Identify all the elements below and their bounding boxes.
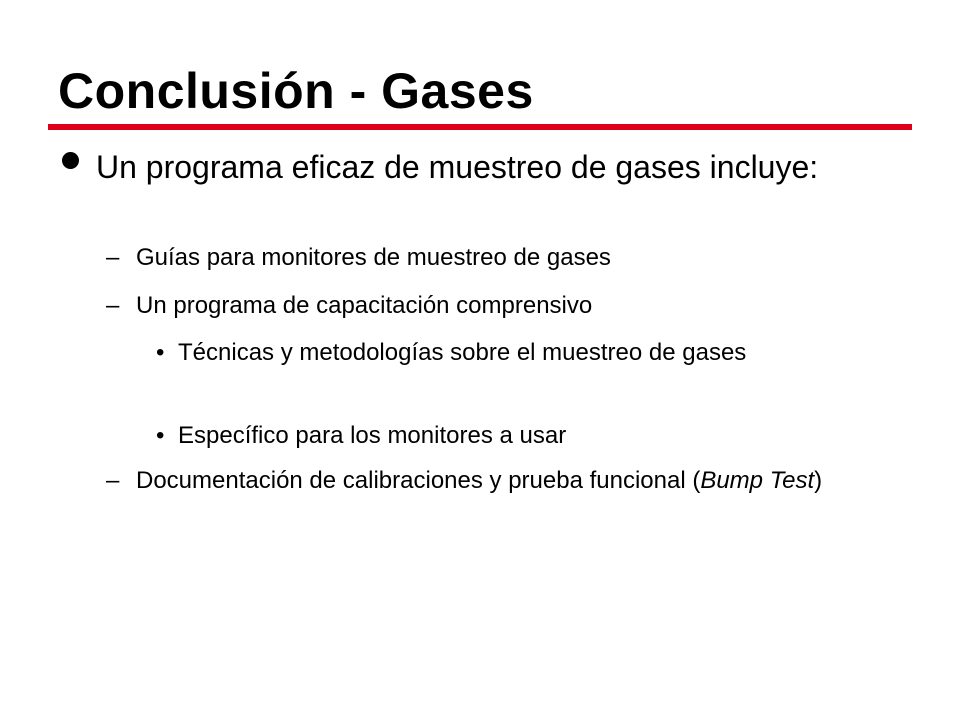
bullet-level2-text: Un programa de capacitación comprensivo <box>136 292 593 319</box>
bullet-level3-text: Técnicas y metodologías sobre el muestreo de gases <box>178 339 747 366</box>
bullet-text-italic: Bump Test <box>700 467 815 494</box>
bullet-level3-text: Específico para los monitores a usar <box>178 422 567 449</box>
bullet-text-regular: ) <box>814 467 823 494</box>
round-bullet-icon <box>62 152 79 169</box>
dot-bullet-icon: • <box>156 422 165 449</box>
dash-bullet-icon: – <box>106 292 120 319</box>
bullet-text-regular: Documentación de calibraciones y prueba funcional ( <box>136 467 701 494</box>
dash-bullet-icon: – <box>106 467 120 494</box>
title-underline <box>48 124 912 130</box>
dash-bullet-icon: – <box>106 244 120 271</box>
bullet-level2-text: Guías para monitores de muestreo de gases <box>136 244 611 271</box>
dot-bullet-icon: • <box>156 339 165 366</box>
slide-title: Conclusión - Gases <box>58 63 534 119</box>
bullet-level2-text <box>136 466 896 496</box>
bullet-level1-text: Un programa eficaz de muestreo de gases incluye: <box>96 149 819 185</box>
